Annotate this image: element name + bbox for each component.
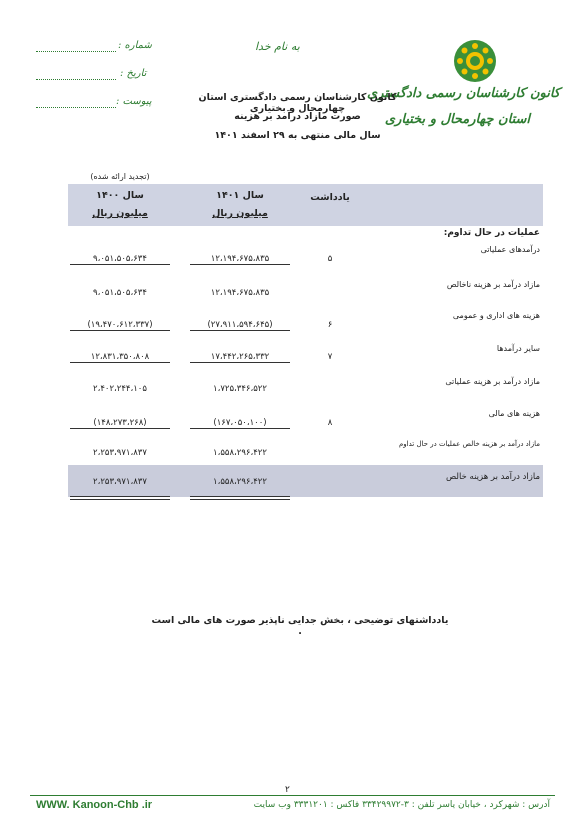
total-double-underline-1400 <box>70 496 170 500</box>
row-note: ۶ <box>327 320 333 330</box>
row-value-1400: ۹،۰۵۱،۵۰۵،۶۳۴ <box>93 288 147 298</box>
row-value-1400: (۱۹،۴۷۰،۶۱۲،۳۳۷) <box>70 320 170 331</box>
row-note: ۷ <box>327 352 333 362</box>
year-1401-header: سال ۱۴۰۱ <box>216 190 264 201</box>
attachment-label: پیوست : <box>116 96 152 107</box>
row-value-1400: ۲،۴۰۲،۲۴۴،۱۰۵ <box>93 384 147 394</box>
row-label: هزینه های مالی <box>488 409 540 418</box>
row-label: مازاد درآمد بر هزینه خالص عملیات در حال تداوم <box>398 440 540 448</box>
year-1400-header: سال ۱۴۰۰ <box>96 190 144 201</box>
number-field <box>36 50 116 52</box>
row-value-1401: (۱۶۷،۰۵۰،۱۰۰) <box>190 418 290 429</box>
statement-title: صورت مازاد درآمد بر هزینه <box>234 111 361 122</box>
attachment-field <box>36 106 116 108</box>
row-value-1401: (۲۷،۹۱۱،۵۹۴،۶۴۵) <box>190 320 290 331</box>
row-value-1401: ۱۲،۱۹۴،۶۷۵،۸۳۵ <box>190 254 290 265</box>
row-note: ۸ <box>327 418 333 428</box>
logo-emblem <box>452 38 498 84</box>
row-value-1400: ۹،۰۵۱،۵۰۵،۶۳۴ <box>70 254 170 265</box>
logo-text-line1: کانون کارشناسان رسمی دادگستری <box>367 86 560 101</box>
date-label: تاریخ : <box>120 68 147 79</box>
row-value-1400: (۱۴۸،۲۷۳،۲۶۸) <box>70 418 170 429</box>
row-value-1401: ۱،۵۵۸،۲۹۶،۴۲۲ <box>213 448 267 458</box>
page-number: ۲ <box>285 785 290 795</box>
total-double-underline-1401 <box>190 496 290 500</box>
footer-address: آدرس : شهرکرد ، خیابان یاسر تلفن : ۳-۳۳۴۲۹۹۷۲ فاکس : ۳۳۳۱۲۰۱ وب سایت <box>253 800 550 810</box>
row-value-1401: ۱،۷۲۵،۳۴۶،۵۲۲ <box>213 384 267 394</box>
row-label: سایر درآمدها <box>496 344 540 353</box>
footer-website[interactable]: WWW. Kanoon-Chb .ir <box>36 799 153 811</box>
footer-divider <box>30 795 555 796</box>
unit-1401-header: میلیون ریال <box>212 208 268 219</box>
total-value-1400: ۲،۲۵۳،۹۷۱،۸۳۷ <box>93 477 147 487</box>
total-value-1401: ۱،۵۵۸،۲۹۶،۴۲۲ <box>213 477 267 487</box>
row-label: مازاد درآمد بر هزینه عملیاتی <box>445 377 540 386</box>
number-label: شماره : <box>118 40 152 51</box>
row-value-1401: ۱۷،۴۴۲،۲۶۵،۳۳۲ <box>190 352 290 363</box>
row-value-1400: ۱۲،۸۳۱،۳۵۰،۸۰۸ <box>70 352 170 363</box>
period-title: سال مالی منتهی به ۲۹ اسفند ۱۴۰۱ <box>214 130 381 141</box>
section-title: عملیات در حال تداوم: <box>443 228 540 238</box>
row-note: ۵ <box>327 254 333 264</box>
row-label: هزینه های اداری و عمومی <box>452 311 540 320</box>
note-column-header: یادداشت <box>310 192 350 203</box>
row-label: مازاد درآمد بر هزینه ناخالص <box>446 280 540 289</box>
org-title: کانون کارشناسان رسمی دادگستری استان چهارمحال و بختیاری <box>198 92 397 114</box>
restated-label: (تجدید ارائه شده) <box>90 172 150 181</box>
row-value-1400: ۲،۲۵۳،۹۷۱،۸۳۷ <box>93 448 147 458</box>
logo-text-line2: استان چهارمحال و بختیاری <box>384 112 530 127</box>
footnote: یادداشتهای توضیحی ، بخش جدایی ناپذیر صورت های مالی است . <box>151 615 449 637</box>
date-field <box>36 78 116 80</box>
row-label: درآمدهای عملیاتی <box>480 245 540 254</box>
row-value-1401: ۱۲،۱۹۴،۶۷۵،۸۳۵ <box>210 288 270 298</box>
total-label: مازاد درآمد بر هزینه خالص <box>445 472 540 482</box>
basmala: به نام خدا <box>255 40 300 53</box>
unit-1400-header: میلیون ریال <box>92 208 148 219</box>
